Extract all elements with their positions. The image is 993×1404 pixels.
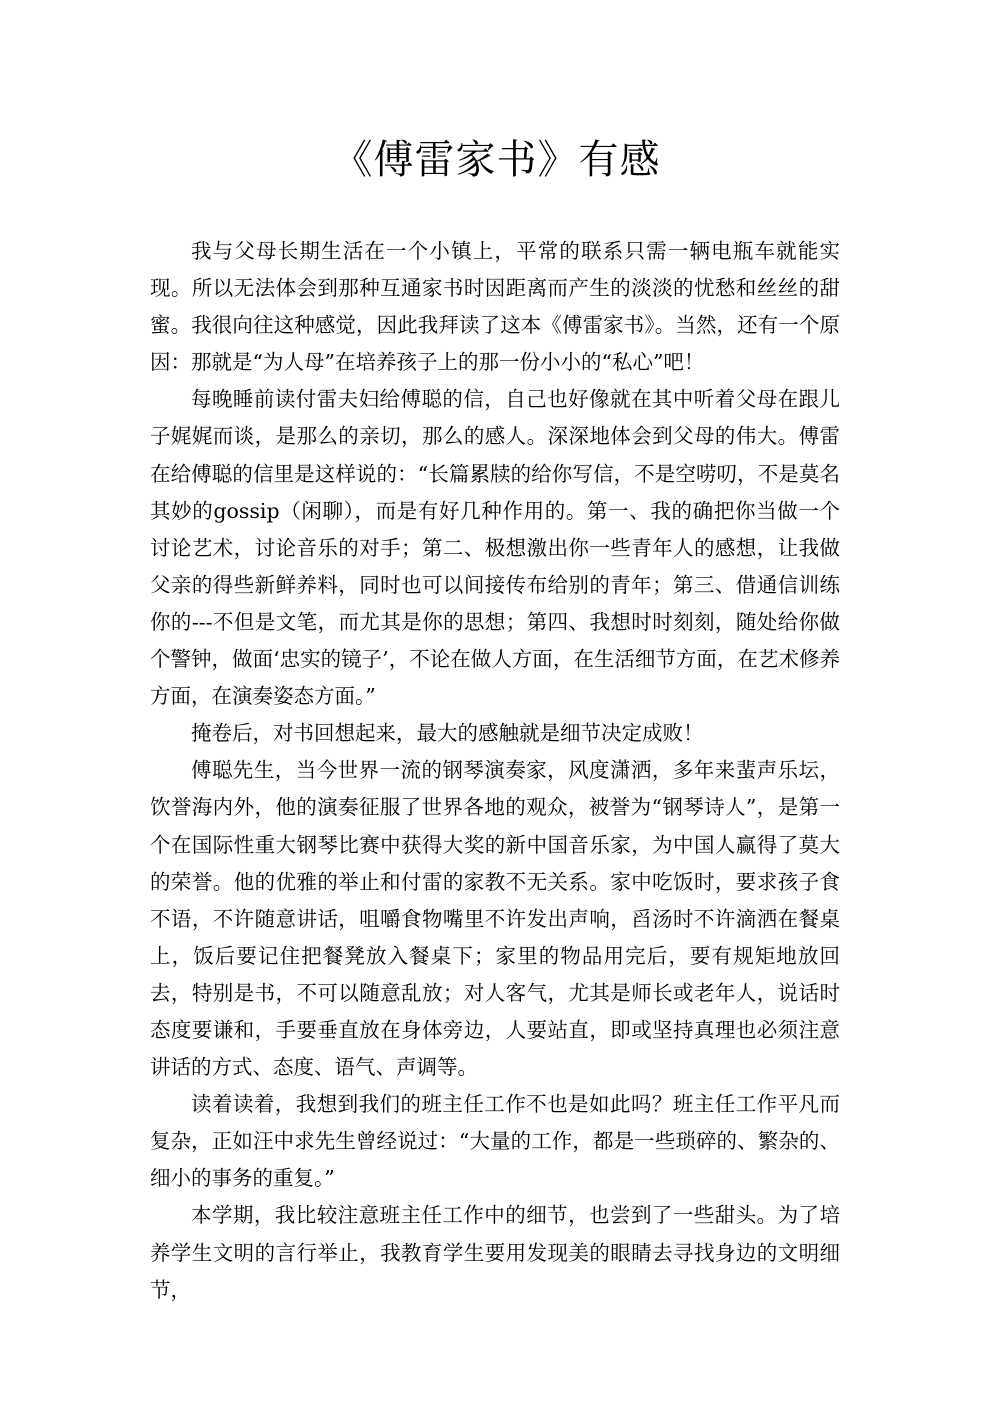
document-title: 《傅雷家书》有感 [332, 137, 661, 183]
paragraph: 掩卷后，对书回想起来，最大的感触就是细节决定成败！ [191, 721, 704, 746]
document-body [150, 233, 840, 1309]
paragraph: 我与父母长期生活在一个小镇上，平常的联系只需一辆电瓶车就能实现。所以无法体会到那种互通家书时因距离而产生的淡淡的忧愁和丝丝的甜蜜。我很向往这种感觉，因此我拜读了这本《傅雷家书》。当然，还有一个原因：那就是“为人母”在培养孩子上的那一份小小的“私心”吧！ [150, 239, 840, 375]
paragraph: 本学期，我比较注意班主任工作中的细节，也尝到了一些甜头。为了培养学生文明的言行举止，我教育学生要用发现美的眼睛去寻找身边的文明细节， [150, 1203, 840, 1302]
paragraph: 每晚睡前读付雷夫妇给傅聪的信，自己也好像就在其中听着父母在跟儿子娓娓而谈，是那么的亲切，那么的感人。深深地体会到父母的伟大。傅雷在给傅聪的信里是这样说的：“长篇累牍的给你写信，不是空唠叨，不是莫名其妙的gossip（闲聊），而是有好几种作用的。第一、我的确把你当做一个讨论艺术，讨论音乐的对手；第二、极想激出你一些青年人的感想，让我做父亲的得些新鲜养料，同时也可以间接传布给别的青年；第三、借通信训练你的---不但是文笔，而尤其是你的思想；第四、我想时时刻刻，随处给你做个警钟，做面‘忠实的镜子’，不论在做人方面，在生活细节方面，在艺术修养方面，在演奏姿态方面。” [150, 387, 840, 709]
paragraph: 傅聪先生，当今世界一流的钢琴演奏家，风度潇洒，多年来蜚声乐坛，饮誉海内外，他的演奏征服了世界各地的观众，被誉为“钢琴诗人”，是第一个在国际性重大钢琴比赛中获得大奖的新中国音乐家，为中国人赢得了莫大的荣誉。他的优雅的举止和付雷的家教不无关系。家中吃饭时，要求孩子食不语，不许随意讲话，咀嚼食物嘴里不许发出声响，舀汤时不许滴洒在餐桌上，饭后要记住把餐凳放入餐桌下；家里的物品用完后，要有规矩地放回去，特别是书，不可以随意乱放；对人客气，尤其是师长或老年人，说话时态度要谦和，手要垂直放在身体旁边，人要站直，即或坚持真理也必须注意讲话的方式、态度、语气、声调等。 [150, 758, 840, 1080]
paragraph: 读着读着，我想到我们的班主任工作不也是如此吗？班主任工作平凡而复杂，正如汪中求先生曾经说过：“大量的工作，都是一些琐碎的、繁杂的、细小的事务的重复。” [150, 1092, 840, 1191]
